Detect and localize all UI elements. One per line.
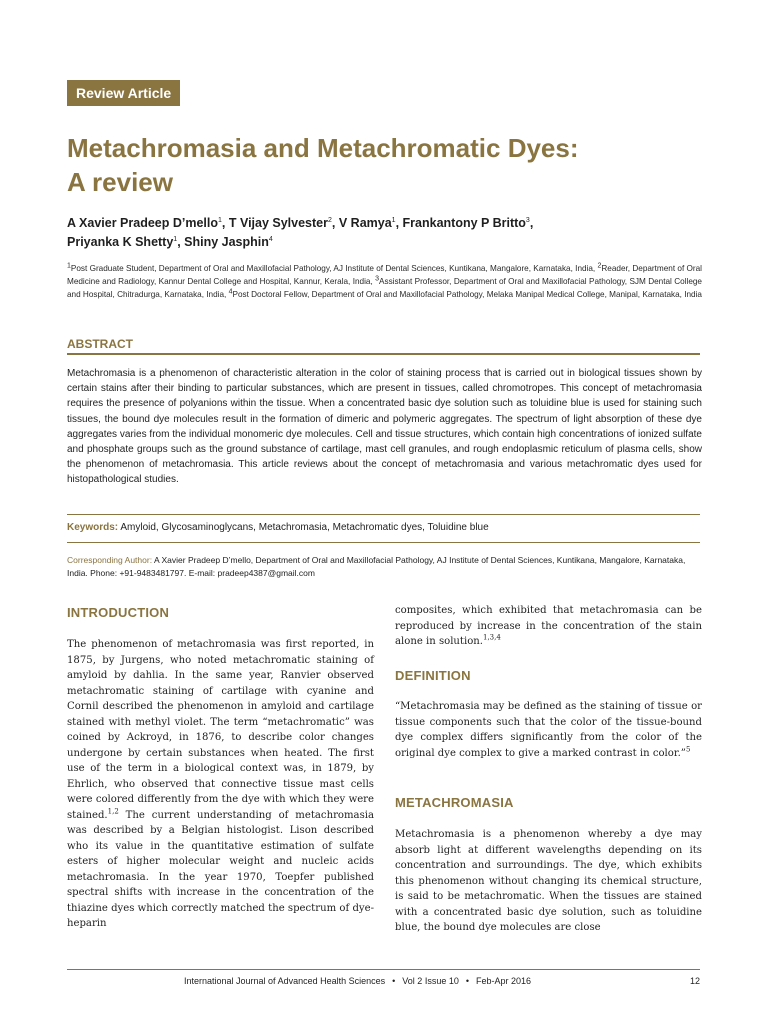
corresponding-author-text: A Xavier Pradeep D’mello, Department of Oral and Maxillofacial Pathology, AJ Institute of Dental Sciences, Kuntikana, Mangalore, Karnataka, India. Phone: +91-9483481797. E-mail: pradeep4387@gmail.com: [67, 555, 686, 578]
author-line-2: [67, 233, 707, 252]
citation-ref: 1,2: [107, 807, 119, 816]
section-heading-definition: DEFINITION: [395, 668, 471, 683]
definition-paragraph: [395, 699, 702, 761]
author-list: [67, 214, 707, 252]
footer-rule: [67, 969, 700, 970]
footer-date: Feb-Apr 2016: [476, 976, 532, 986]
abstract-top-rule: [67, 353, 700, 355]
metachromasia-paragraph: Metachromasia is a phenomenon whereby a dye may absorb light at different wavelengths depending on its concentration and surroundings. The dye, which exhibits this phenomenon without changing its chemical structure, is said to be metachromatic. When the tissues are stained with a concentrated basic dye solution, such as toluidine blue, the bound dye molecules are close: [395, 829, 702, 933]
abstract-body: Metachromasia is a phenomenon of characteristic alteration in the color of staining process that is carried out in biological tissues shown by certain stains after their binding to particular substances, which are present in tissues, called chromotropes. This concept of metachromasia requires the presence of polyanions within the tissue. When a concentrated basic dye solution such as toluidine blue is used for staining such tissues, the bound dye molecules result in the formation of dimeric and polymeric aggregates. The spectrum of light absorption of these dye aggregates varies from the individual monomeric dye molecules. Cell and tissue structures, which contain high concentrations of ionized sulfate and phosphate groups such as the ground substance of cartilage, mast cell granules, and rough endoplasmic reticulum of plasma cells, show the phenomenon of metachromasia. This article reviews about the concept of metachromasia and various metachromatic dyes used for histopathological studies.: [67, 368, 702, 486]
author-name: A Xavier Pradeep D’mello: [67, 216, 218, 230]
keywords-label: Keywords:: [67, 522, 119, 533]
author-separator: ,: [529, 216, 534, 230]
affiliation-text: Reader, Department of Oral Medicine and Radiology, Kannur Dental College and Hospital, Kannur, Kerala, India,: [67, 264, 702, 286]
section-heading-metachromasia: METACHROMASIA: [395, 795, 514, 810]
introduction-paragraph: [67, 637, 374, 932]
page-number: 12: [690, 976, 701, 986]
article-type-badge: Review Article: [67, 80, 180, 106]
introduction-continued: [395, 603, 702, 650]
footer-separator: •: [465, 976, 470, 986]
title-line-2: A review: [67, 167, 173, 197]
footer-issue: Issue 10: [424, 976, 459, 986]
affiliation-ref: 1: [67, 262, 71, 270]
article-title: [67, 131, 707, 199]
definition-text: “Metachromasia may be defined as the staining of tissue or tissue components such that the color of the tissue-bound dye complex differs significantly from the color of the original dye complex to give a marked contrast in color.”: [395, 701, 702, 759]
affiliation-ref: 3: [375, 275, 380, 283]
author-affiliation-ref: 2: [328, 216, 332, 224]
section-heading-introduction: INTRODUCTION: [67, 605, 170, 620]
author-name: Priyanka K Shetty: [67, 235, 174, 249]
author-affiliation-ref: 1: [391, 216, 396, 224]
title-line-1: Metachromasia and Metachromatic Dyes:: [67, 133, 579, 163]
author-affiliation-ref: 1: [218, 216, 222, 224]
affiliation-text: Post Doctoral Fellow, Department of Oral and Maxillofacial Pathology, Melaka Manipal Medical College, Manipal, Karnataka, India: [232, 290, 702, 299]
keywords-rule: [67, 542, 700, 543]
introduction-text: The phenomenon of metachromasia was first reported, in 1875, by Jurgens, who noted metachromatic staining of amyloid by dahlia. In the same year, Ranvier observed metachromatic staining of cartilage with cyanine and Cornil described the phenomenon in amyloid and cartilage stained with methyl violet. The term “metachromatic” was coined by Ackroyd, in 1876, to describe color changes undergone by certain substances when heated. The first use of the term in a biological context was, in 1879, by Ehrlich, who observed that connective tissue mast cells were colored differently from the dye with which they were stained.: [67, 639, 374, 821]
author-name: , T Vijay Sylvester: [221, 216, 328, 230]
introduction-text: The current understanding of metachromasia was described by a Belgian histologist. Lison described who its value in the quantitative estimation of sulfate esters of higher molecular weight and nucleic acids metachromasia. In the year 1970, Toepfer published spectral shifts with increase in the concentration of the thiazine dyes which correctly matched the spectrum of dye-heparin: [67, 809, 374, 929]
footer-volume: Vol 2: [402, 976, 423, 986]
author-name: , Frankantony P Britto: [395, 216, 526, 230]
author-affiliation-ref: 1: [173, 235, 178, 243]
keywords-text: Amyloid, Glycosaminoglycans, Metachromasia, Metachromatic dyes, Toluidine blue: [118, 522, 489, 533]
author-name: , Shiny Jasphin: [177, 235, 269, 249]
affiliation-ref: 2: [597, 262, 602, 270]
affiliation-ref: 4: [228, 288, 233, 296]
abstract-heading: ABSTRACT: [67, 337, 133, 351]
introduction-continued-text: composites, which exhibited that metachromasia can be reproduced by increase in the concentration of the stain alone in solution.: [395, 605, 702, 647]
footer-journal-name: International Journal of Advanced Health Sciences: [184, 976, 386, 986]
keywords: [67, 521, 702, 535]
abstract-bottom-rule: [67, 514, 700, 515]
corresponding-author-label: Corresponding Author:: [67, 555, 153, 565]
citation-ref: 1,3,4: [483, 633, 501, 642]
footer-separator: •: [392, 976, 396, 986]
author-affiliation-ref: 3: [525, 216, 530, 224]
affiliation-text: Assistant Professor, Department of Oral and Maxillofacial Pathology, SJM Dental College and Hospital, Chitradurga, Karnataka, India,: [67, 277, 702, 299]
citation-ref: 5: [685, 745, 691, 754]
corresponding-author: [67, 554, 702, 580]
footer-journal-info: [184, 976, 531, 986]
author-affiliation-ref: 4: [268, 235, 273, 243]
author-name: , V Ramya: [331, 216, 392, 230]
affiliation-text: Post Graduate Student, Department of Oral and Maxillofacial Pathology, AJ Institute of Dental Sciences, Kuntikana, Mangalore, Karnataka, India,: [70, 264, 598, 273]
affiliations: [67, 262, 702, 301]
author-line-1: [67, 214, 707, 233]
